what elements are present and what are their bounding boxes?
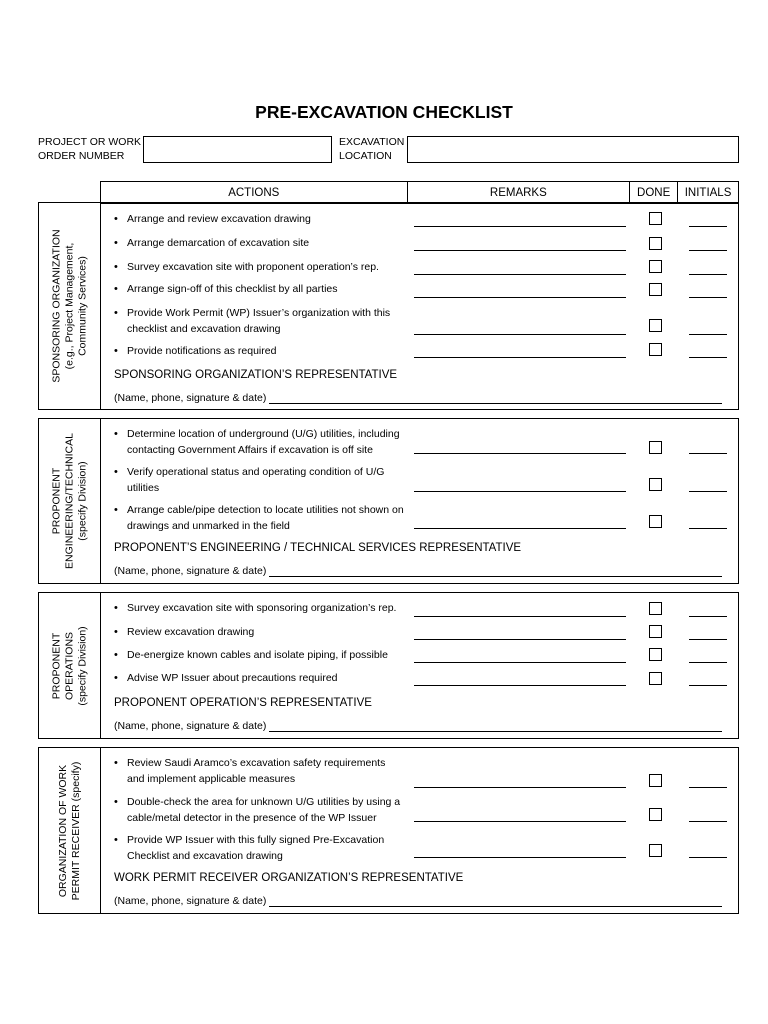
- remarks-column-header: REMARKS: [408, 182, 631, 203]
- remarks-line[interactable]: [414, 528, 626, 529]
- side-label-line: Community Services): [76, 256, 88, 356]
- actions-column-header: ACTIONS: [101, 182, 408, 203]
- done-checkbox[interactable]: [649, 212, 662, 225]
- side-label-line: OPERATIONS: [63, 631, 75, 700]
- initials-line[interactable]: [689, 528, 727, 529]
- checklist-item: • Provide WP Issuer with this fully signed Pre-Excavation Checklist and excavation drawing: [114, 833, 414, 864]
- representative-title: PROPONENT’S ENGINEERING / TECHNICAL SERVICES REPRESENTATIVE: [114, 542, 522, 554]
- representative-signature-line[interactable]: [114, 720, 722, 732]
- checklist-item: • De-energize known cables and isolate piping, if possible: [114, 648, 414, 664]
- work-permit-receiver-section: [38, 747, 739, 914]
- project-number-label: [38, 135, 141, 163]
- side-label-line: SPONSORING ORGANIZATION: [50, 229, 62, 383]
- checklist-item: • Arrange sign-off of this checklist by all parties: [114, 282, 414, 298]
- initials-line[interactable]: [689, 616, 727, 617]
- done-checkbox[interactable]: [649, 260, 662, 273]
- excavation-location-field[interactable]: [407, 136, 739, 163]
- side-label-line: PROPONENT: [50, 467, 62, 535]
- side-label-line: (specify Division): [76, 625, 88, 706]
- done-checkbox[interactable]: [649, 774, 662, 787]
- representative-signature-line[interactable]: [114, 565, 722, 577]
- representative-line-label: (Name, phone, signature & date): [114, 392, 267, 404]
- representative-line-label: (Name, phone, signature & date): [114, 565, 267, 577]
- initials-column-header: INITIALS: [678, 182, 739, 203]
- done-checkbox[interactable]: [649, 515, 662, 528]
- remarks-line[interactable]: [414, 357, 626, 358]
- remarks-line[interactable]: [414, 616, 626, 617]
- done-checkbox[interactable]: [649, 478, 662, 491]
- initials-line[interactable]: [689, 357, 727, 358]
- representative-signature-line[interactable]: [114, 392, 722, 404]
- initials-line[interactable]: [689, 491, 727, 492]
- remarks-line[interactable]: [414, 491, 626, 492]
- project-number-label-line-1: PROJECT OR WORK: [38, 136, 142, 148]
- section-side-label: [39, 593, 101, 738]
- remarks-line[interactable]: [414, 453, 626, 454]
- side-label-line: ORGANIZATION OF WORK: [56, 764, 69, 897]
- remarks-line[interactable]: [414, 274, 626, 275]
- side-label-line: PERMIT RECEIVER (specify): [69, 761, 82, 900]
- remarks-line[interactable]: [414, 334, 626, 335]
- done-checkbox[interactable]: [649, 602, 662, 615]
- initials-line[interactable]: [689, 787, 727, 788]
- representative-title: PROPONENT OPERATION’S REPRESENTATIVE: [114, 697, 372, 709]
- checklist-item: • Arrange and review excavation drawing: [114, 212, 414, 228]
- initials-line[interactable]: [689, 857, 727, 858]
- initials-line[interactable]: [689, 453, 727, 454]
- initials-line[interactable]: [689, 297, 727, 298]
- initials-line[interactable]: [689, 274, 727, 275]
- representative-title: SPONSORING ORGANIZATION’S REPRESENTATIVE: [114, 369, 398, 381]
- done-checkbox[interactable]: [649, 343, 662, 356]
- remarks-line[interactable]: [414, 639, 626, 640]
- initials-line[interactable]: [689, 226, 727, 227]
- remarks-line[interactable]: [414, 685, 626, 686]
- done-checkbox[interactable]: [649, 283, 662, 296]
- proponent-engineering-section: [38, 418, 739, 584]
- side-label-line: (e.g., Project Management,: [63, 242, 75, 370]
- initials-line[interactable]: [689, 821, 727, 822]
- checklist-item: • Advise WP Issuer about precautions required: [114, 671, 414, 687]
- checklist-item: • Double-check the area for unknown U/G utilities by using a cable/metal detector in the presence of the WP Issuer: [114, 795, 414, 826]
- remarks-line[interactable]: [414, 250, 626, 251]
- page-title: PRE-EXCAVATION CHECKLIST: [255, 102, 513, 122]
- checklist-item: • Survey excavation site with proponent operation’s rep.: [114, 260, 414, 276]
- remarks-line[interactable]: [414, 662, 626, 663]
- representative-title: WORK PERMIT RECEIVER ORGANIZATION’S REPRESENTATIVE: [114, 872, 464, 884]
- remarks-line[interactable]: [414, 821, 626, 822]
- checklist-item: • Survey excavation site with sponsoring organization’s rep.: [114, 601, 414, 617]
- done-checkbox[interactable]: [649, 625, 662, 638]
- done-checkbox[interactable]: [649, 319, 662, 332]
- project-number-field[interactable]: [143, 136, 332, 163]
- checklist-item: • Provide notifications as required: [114, 344, 414, 360]
- section-side-label: [39, 748, 101, 913]
- side-label-line: PROPONENT: [50, 632, 62, 699]
- section-side-label: [39, 419, 101, 583]
- done-checkbox[interactable]: [649, 808, 662, 821]
- representative-signature-line[interactable]: [114, 895, 722, 907]
- checklist-item: • Provide Work Permit (WP) Issuer’s organization with this checklist and excavation drawing: [114, 306, 414, 337]
- remarks-line[interactable]: [414, 226, 626, 227]
- column-header-row: [100, 181, 739, 204]
- done-checkbox[interactable]: [649, 237, 662, 250]
- done-checkbox[interactable]: [649, 844, 662, 857]
- initials-line[interactable]: [689, 662, 727, 663]
- remarks-line[interactable]: [414, 787, 626, 788]
- done-checkbox[interactable]: [649, 441, 662, 454]
- project-number-label-line-2: ORDER NUMBER: [38, 150, 125, 162]
- initials-line[interactable]: [689, 639, 727, 640]
- representative-line-label: (Name, phone, signature & date): [114, 895, 267, 907]
- initials-line[interactable]: [689, 685, 727, 686]
- side-label-line: ENGINEERING/TECHNICAL: [63, 433, 75, 569]
- initials-line[interactable]: [689, 250, 727, 251]
- initials-line[interactable]: [689, 334, 727, 335]
- proponent-operations-section: [38, 592, 739, 739]
- done-column-header: DONE: [630, 182, 678, 203]
- representative-line-label: (Name, phone, signature & date): [114, 720, 267, 732]
- checklist-item: • Arrange cable/pipe detection to locate utilities not shown on drawings and unmarked in the field: [114, 503, 414, 534]
- side-label-line: (specify Division): [76, 461, 88, 541]
- sponsoring-organization-section: [38, 202, 739, 410]
- remarks-line[interactable]: [414, 297, 626, 298]
- done-checkbox[interactable]: [649, 648, 662, 661]
- excavation-location-label-line-2: LOCATION: [339, 150, 392, 162]
- checklist-item: • Verify operational status and operating condition of U/G utilities: [114, 465, 414, 496]
- done-checkbox[interactable]: [649, 672, 662, 685]
- checklist-item: • Arrange demarcation of excavation site: [114, 236, 414, 252]
- section-side-label: [39, 203, 101, 409]
- checklist-item: • Review Saudi Aramco’s excavation safety requirements and implement applicable measures: [114, 756, 414, 787]
- excavation-location-label-line-1: EXCAVATION: [339, 136, 405, 148]
- remarks-line[interactable]: [414, 857, 626, 858]
- excavation-location-label: [339, 135, 404, 163]
- checklist-item: • Review excavation drawing: [114, 625, 414, 641]
- checklist-item: • Determine location of underground (U/G) utilities, including contacting Government Affairs if excavation is off site: [114, 427, 414, 458]
